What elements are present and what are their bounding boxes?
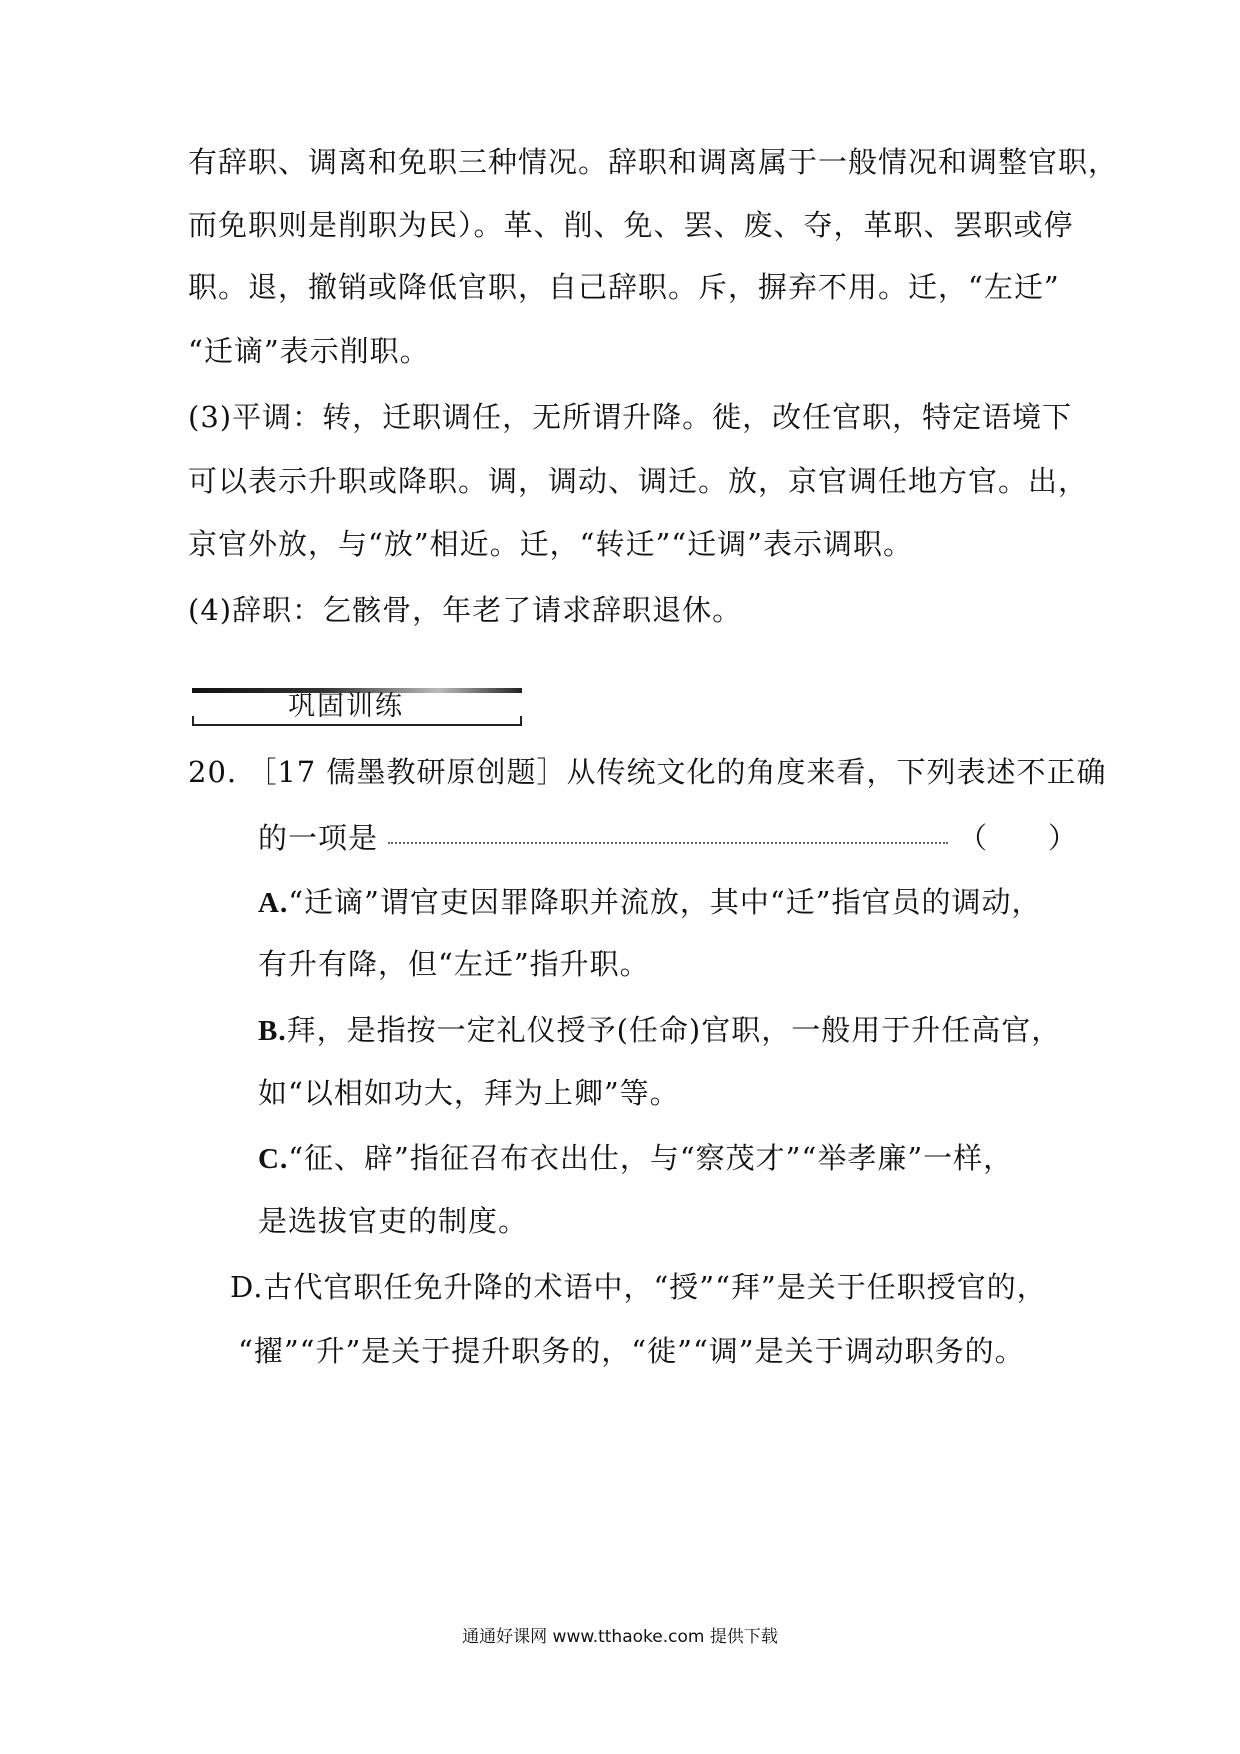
option-a-cont: 有升有降，但“左迁”指升职。 bbox=[258, 947, 650, 981]
text-line: (4)辞职：乞骸骨，年老了请求辞职退休。 bbox=[188, 593, 743, 627]
option-label: B. bbox=[258, 1015, 287, 1047]
question-stem-end bbox=[258, 818, 1078, 858]
text-line: (3)平调：转，迁职调任，无所谓升降。徙，改任官职，特定语境下 bbox=[188, 400, 1073, 434]
question-source: ［17 儒墨教研原创题］从传统文化的角度来看，下列表述不正确 bbox=[247, 755, 1107, 789]
option-text: “征、辟”指征召布衣出仕，与“察茂才”“举孝廉”一样， bbox=[288, 1141, 1014, 1175]
text-line: 职。退，撤销或降低官职，自己辞职。斥，摒弃不用。迁，“左迁” bbox=[188, 270, 1060, 304]
footer-text: 通通好课网 www.tthaoke.com 提供下载 bbox=[462, 1627, 778, 1647]
option-label: C. bbox=[258, 1143, 289, 1175]
text-line: 有辞职、调离和免职三种情况。辞职和调离属于一般情况和调整官职， bbox=[188, 145, 1119, 179]
dotted-leader bbox=[388, 836, 948, 844]
option-a[interactable] bbox=[258, 882, 1042, 923]
question-number: 20. bbox=[188, 755, 238, 789]
option-b[interactable] bbox=[258, 1010, 1061, 1051]
stem-end-text: 的一项是 bbox=[258, 821, 379, 855]
text-line: 可以表示升职或降职。调，调动、调迁。放，京官调任地方官。出， bbox=[188, 464, 1089, 498]
text-line: “迁谪”表示削职。 bbox=[188, 334, 430, 368]
option-text: 古代官职任免升降的术语中，“授”“拜”是关于任职授官的， bbox=[263, 1270, 1047, 1304]
text-line: 京官外放，与“放”相近。迁，“转迁”“迁调”表示调职。 bbox=[188, 527, 913, 561]
option-text: 拜，是指按一定礼仪授予(任命)官职，一般用于升任高官， bbox=[286, 1013, 1062, 1047]
option-d-cont: “擢”“升”是关于提升职务的，“徙”“调”是关于调动职务的。 bbox=[238, 1334, 1025, 1368]
option-c-cont: 是选拔官吏的制度。 bbox=[258, 1204, 529, 1238]
option-label: A. bbox=[258, 887, 289, 919]
section-title: 巩固训练 bbox=[288, 691, 404, 722]
option-label: D. bbox=[230, 1270, 264, 1304]
section-header bbox=[192, 688, 522, 726]
text-line: 而免职则是削职为民）。革、削、免、罢、废、夺，革职、罢职或停 bbox=[188, 208, 1074, 242]
option-text: “迁谪”谓官吏因罪降职并流放，其中“迁”指官员的调动， bbox=[288, 885, 1042, 919]
answer-bracket[interactable]: （ ） bbox=[958, 821, 1079, 855]
question-stem bbox=[188, 752, 1106, 792]
option-d[interactable] bbox=[230, 1267, 1047, 1307]
option-c[interactable] bbox=[258, 1138, 1013, 1179]
option-b-cont: 如“以相如功大，拜为上卿”等。 bbox=[258, 1076, 680, 1110]
